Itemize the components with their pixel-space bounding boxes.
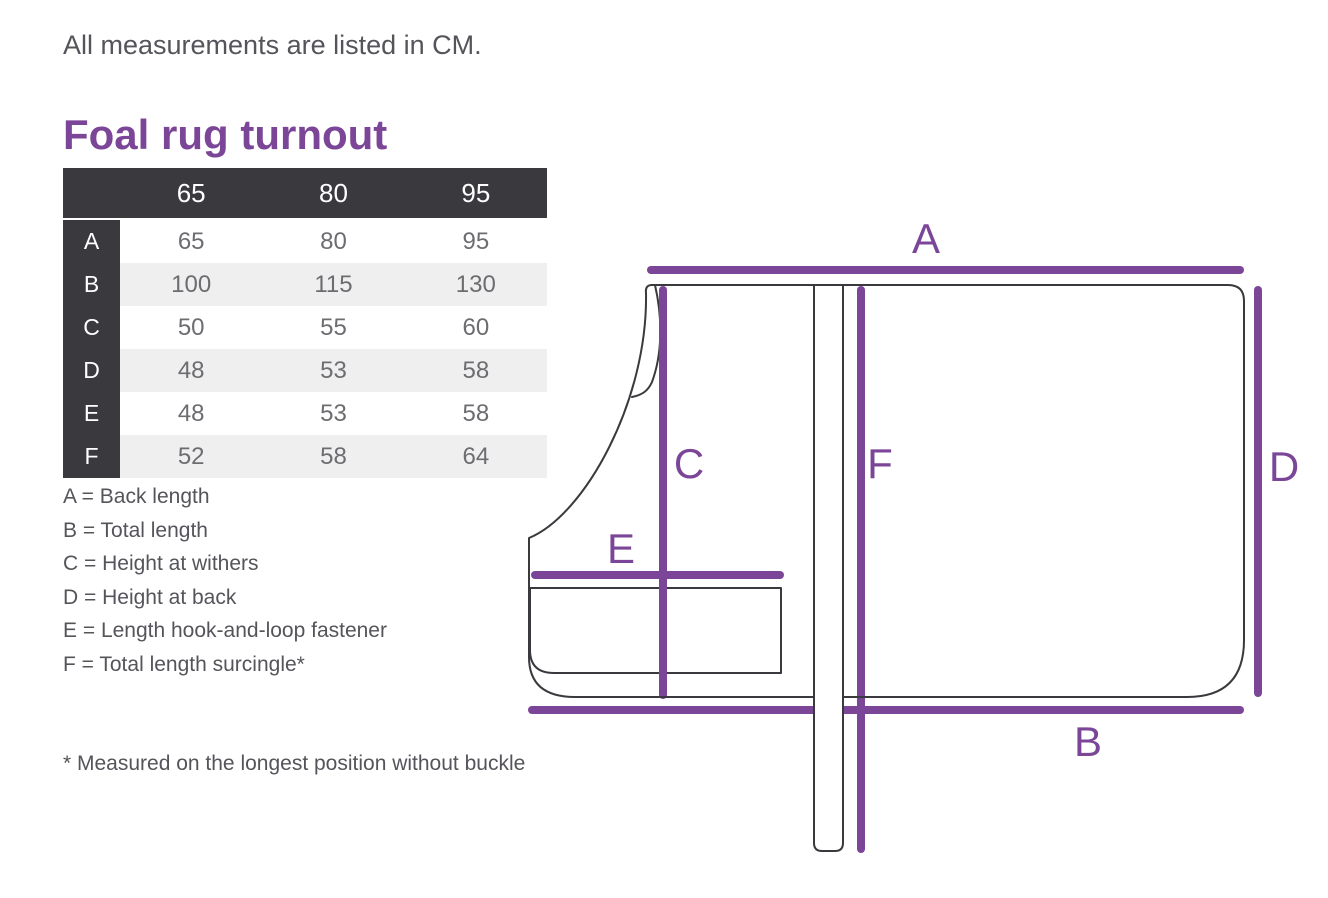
size-value-cell: 52 [177,442,205,470]
legend-item: E = Length hook-and-loop fastener [63,619,387,643]
legend-item: D = Height at back [63,585,237,609]
measure-label-d: D [1268,443,1300,490]
row-label: C [63,306,120,349]
size-value-cell: 53 [320,399,347,427]
size-value-cell: 115 [314,270,353,298]
row-label: D [63,349,120,392]
size-value-cell: 80 [320,227,347,255]
size-value-cell: 53 [320,356,347,384]
measure-label-e: E [606,525,636,572]
size-value-cell: 48 [177,356,205,384]
size-value-cell: 48 [177,399,205,427]
size-value-cell: 55 [320,313,347,341]
size-value-cell: 58 [320,442,347,470]
size-value-cell: 50 [177,313,205,341]
measure-label-c: C [673,440,705,487]
measure-label-f: F [867,440,893,487]
size-value-cell: 58 [462,356,490,384]
size-column-header: 95 [461,177,491,208]
row-label: E [63,392,120,435]
legend-item: A = Back length [63,485,210,508]
size-value-cell: 100 [171,270,212,298]
row-label: B [63,263,120,306]
tail-strap-fill [815,287,842,847]
rug-outline [529,285,1244,697]
size-column-header: 65 [176,177,206,208]
surcingle-footnote: * Measured on the longest position without buckle [63,752,526,775]
legend-item: C = Height at withers [63,552,259,576]
belly-flap [530,588,781,673]
size-value-cell: 130 [455,270,496,298]
size-value-cell: 95 [462,227,490,255]
size-value-cell: 64 [462,442,490,470]
size-column-header: 80 [319,177,348,208]
page-title: Foal rug turnout [63,111,388,158]
size-value-cell: 58 [462,399,490,427]
row-label: A [63,220,120,263]
units-note: All measurements are listed in CM. [63,30,482,60]
size-value-cell: 60 [462,313,490,341]
measure-label-b: B [1073,718,1103,765]
size-value-cell: 65 [177,227,205,255]
measure-label-a: A [911,215,941,262]
legend-item: F = Total length surcingle* [63,652,305,676]
row-label: F [63,435,120,478]
legend-item: B = Total length [63,518,208,542]
